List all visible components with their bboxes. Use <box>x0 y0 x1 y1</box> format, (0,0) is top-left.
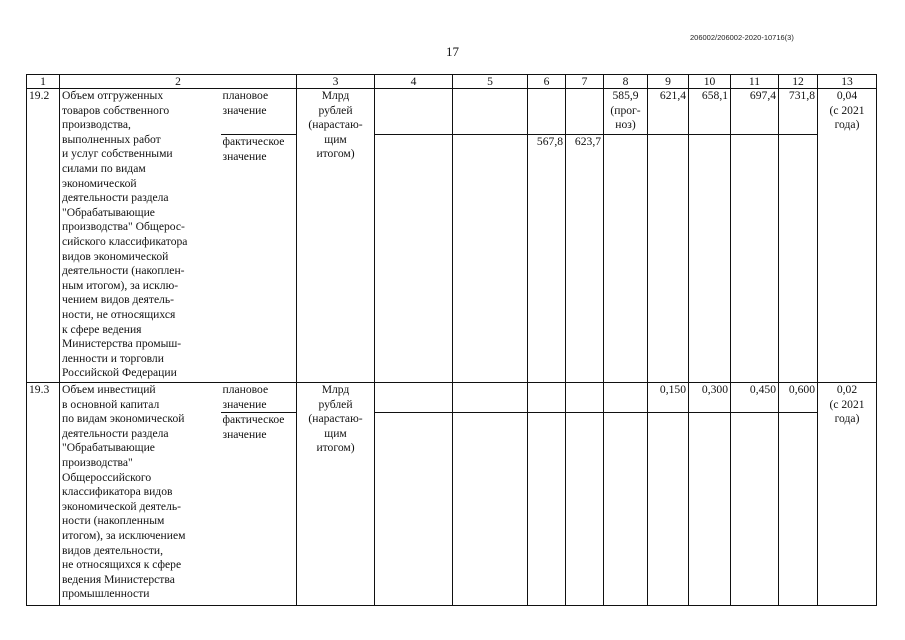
row-number: 19.2 <box>27 89 60 383</box>
header-cell-7: 7 <box>566 75 604 89</box>
value-type-fact: фактическое значение <box>221 413 297 606</box>
table-row <box>27 383 877 413</box>
page-number: 17 <box>446 44 459 59</box>
unit-cell: Млрд рублей (нарастаю- щим итогом) <box>297 89 375 383</box>
value-cell: 567,8 <box>528 135 566 383</box>
value-cell <box>375 413 453 606</box>
table-row <box>27 89 877 135</box>
value-cell <box>453 89 528 135</box>
header-cell-2: 2 <box>60 75 297 89</box>
value-cell <box>566 413 604 606</box>
value-cell <box>648 413 689 606</box>
value-cell <box>731 135 779 383</box>
header-cell-8: 8 <box>604 75 648 89</box>
value-cell <box>689 135 731 383</box>
value-cell <box>453 135 528 383</box>
value-cell <box>528 383 566 413</box>
value-cell <box>648 135 689 383</box>
value-cell <box>375 383 453 413</box>
value-cell <box>453 383 528 413</box>
value-cell: 623,7 <box>566 135 604 383</box>
value-cell: 697,4 <box>731 89 779 135</box>
value-cell: 0,600 <box>779 383 818 413</box>
header-cell-3: 3 <box>297 75 375 89</box>
header-cell-13: 13 <box>818 75 877 89</box>
header-cell-12: 12 <box>779 75 818 89</box>
unit-cell: Млрд рублей (нарастаю- щим итогом) <box>297 383 375 606</box>
value-cell: 0,300 <box>689 383 731 413</box>
indicator-name: Объем инвестиций в основной капитал по видам экономической деятельности раздела "Обрабатывающие производства" Общероссийского классификатора видов экономической деятель- ности (накопленным итогом), за исключением видов деятельности, не относящихся к сфере ведения Министерства промышленности <box>60 383 221 606</box>
value-cell <box>604 383 648 413</box>
value-type-plan: плановое значение <box>221 383 297 413</box>
note-cell: 0,02 (с 2021 года) <box>818 383 877 606</box>
value-cell <box>375 89 453 135</box>
header-row <box>27 75 877 89</box>
forecast-cell: 585,9 (прог- ноз) <box>604 89 648 135</box>
value-type-fact: фактическое значение <box>221 135 297 383</box>
value-cell <box>375 135 453 383</box>
header-cell-11: 11 <box>731 75 779 89</box>
header-cell-1: 1 <box>27 75 60 89</box>
value-cell <box>453 413 528 606</box>
indicator-table <box>26 74 877 606</box>
value-cell <box>779 135 818 383</box>
value-cell: 658,1 <box>689 89 731 135</box>
value-cell <box>779 413 818 606</box>
value-cell: 621,4 <box>648 89 689 135</box>
value-cell: 731,8 <box>779 89 818 135</box>
indicator-name: Объем отгруженных товаров собственного производства, выполненных работ и услуг собственными силами по видам экономической деятельности раздела "Обрабатывающие производства" Общерос- сийского классификатора видов экономической деятельности (накоплен- ным итогом), за исклю- чением видов деятель- ности, не относящихся к сфере ведения Министерства промыш- ленности и торговли Российской Федерации <box>60 89 221 383</box>
note-cell: 0,04 (с 2021 года) <box>818 89 877 383</box>
value-cell <box>689 413 731 606</box>
value-cell <box>528 89 566 135</box>
value-cell <box>604 413 648 606</box>
value-cell <box>528 413 566 606</box>
header-cell-5: 5 <box>453 75 528 89</box>
document-id: 206002/206002-2020-10716(3) <box>690 33 794 42</box>
value-cell: 0,450 <box>731 383 779 413</box>
value-type-plan: плановое значение <box>221 89 297 135</box>
value-cell <box>604 135 648 383</box>
header-cell-6: 6 <box>528 75 566 89</box>
header-cell-10: 10 <box>689 75 731 89</box>
header-cell-4: 4 <box>375 75 453 89</box>
value-cell: 0,150 <box>648 383 689 413</box>
header-cell-9: 9 <box>648 75 689 89</box>
value-cell <box>566 89 604 135</box>
value-cell <box>566 383 604 413</box>
value-cell <box>731 413 779 606</box>
row-number: 19.3 <box>27 383 60 606</box>
